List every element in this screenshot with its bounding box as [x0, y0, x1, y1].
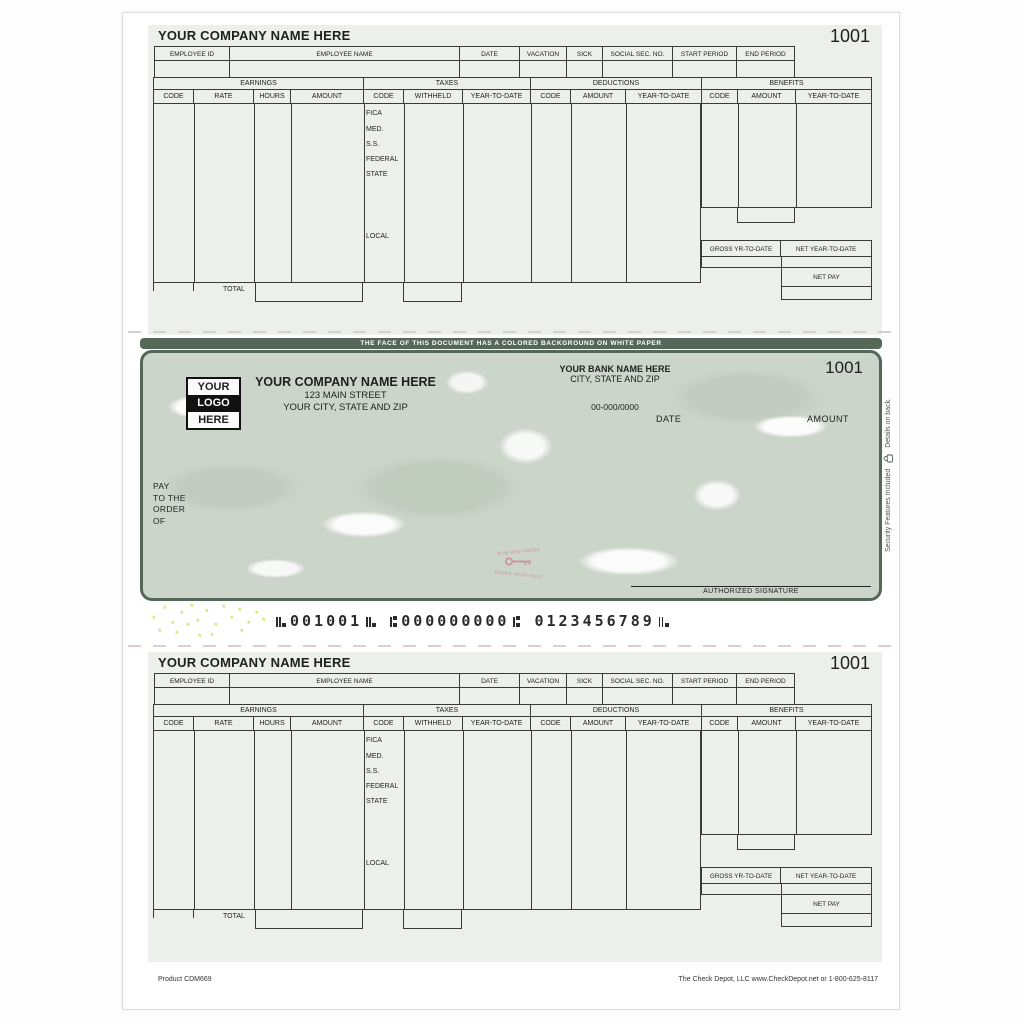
tax-row-fica: FICA [366, 737, 382, 744]
pay-to-the-order-of: PAY TO THE ORDER OF [153, 481, 186, 526]
pay-detail-body [153, 103, 701, 283]
bank-city: CITY, STATE AND ZIP [570, 374, 660, 384]
heat-text-bottom: FADES WITH HEAT [494, 569, 544, 580]
micr-onus-icon [659, 616, 669, 627]
product-code: Product CDM669 [158, 976, 212, 983]
heat-sensitive-feature [481, 546, 557, 580]
start-period-field[interactable] [672, 60, 737, 78]
col-earnings-rate: RATE [193, 89, 254, 104]
taxes-section-header: TAXES [363, 77, 531, 90]
benefits-section-header: BENEFITS [701, 77, 872, 90]
check-number: 1001 [825, 358, 863, 377]
end-period-field[interactable] [736, 687, 795, 705]
logo-line-2: LOGO [188, 395, 239, 411]
stub-check-number: 1001 [829, 26, 870, 46]
security-note: Security Features Included [884, 468, 892, 553]
company-block [243, 375, 448, 413]
col-benefits-code: CODE [701, 89, 738, 104]
date-field[interactable] [459, 60, 520, 78]
employee-name-header: EMPLOYEE NAME [229, 673, 460, 688]
pay-detail-grid [153, 77, 872, 327]
amount-label: AMOUNT [807, 414, 849, 424]
start-period-header: START PERIOD [672, 46, 737, 61]
net-ytd-value-cell [782, 256, 871, 268]
vacation-field[interactable] [519, 687, 567, 705]
total-label: TOTAL [223, 913, 245, 920]
col-earnings-hours: HOURS [253, 716, 291, 731]
employee-info-table [155, 673, 798, 705]
net-pay-value-cell [782, 914, 871, 927]
tax-row-fica: FICA [366, 110, 382, 117]
col-deductions-code: CODE [530, 716, 571, 731]
tax-row-state: STATE [366, 171, 388, 178]
benefits-section-header: BENEFITS [701, 704, 872, 717]
net-pay-label: NET PAY [782, 895, 871, 914]
tax-row-ss: S.S. [366, 768, 380, 775]
employee-id-field[interactable] [154, 687, 230, 705]
total-label: TOTAL [223, 286, 245, 293]
pay-detail-body [153, 730, 701, 910]
employee-info-table [155, 46, 798, 78]
pay-detail-grid [153, 704, 872, 954]
tax-row-local: LOCAL [366, 860, 389, 867]
security-strip [881, 380, 895, 570]
start-period-header: START PERIOD [672, 673, 737, 688]
gross-ytd-label: GROSS YR-TO-DATE [702, 241, 781, 256]
ssn-field[interactable] [602, 687, 673, 705]
col-deductions-ytd: YEAR-TO-DATE [625, 89, 702, 104]
date-label: DATE [656, 414, 682, 424]
check-banner: THE FACE OF THIS DOCUMENT HAS A COLORED BACKGROUND ON WHITE PAPER [140, 338, 882, 349]
ssn-header: SOCIAL SEC. NO. [602, 673, 673, 688]
routing-fraction: 00-000/0000 [591, 402, 639, 412]
net-pay-label: NET PAY [782, 268, 871, 287]
benefits-body [701, 103, 872, 208]
logo-line-3: HERE [198, 413, 229, 426]
col-earnings-amount: AMOUNT [290, 89, 364, 104]
tax-row-state: STATE [366, 798, 388, 805]
micr-transit-icon [390, 616, 397, 627]
sick-field[interactable] [566, 60, 603, 78]
employee-name-field[interactable] [229, 687, 460, 705]
col-earnings-code: CODE [153, 716, 194, 731]
col-benefits-amount: AMOUNT [737, 716, 796, 731]
tax-row-ss: S.S. [366, 141, 380, 148]
benefits-amount-subtotal-box [737, 208, 795, 223]
vacation-header: VACATION [519, 46, 567, 61]
check-company-name: YOUR COMPANY NAME HERE [255, 375, 436, 389]
net-pay-column [781, 256, 872, 300]
stub-check-number: 1001 [829, 653, 870, 673]
date-header: DATE [459, 673, 520, 688]
col-taxes-code: CODE [363, 89, 404, 104]
col-benefits-ytd: YEAR-TO-DATE [795, 89, 872, 104]
col-deductions-code: CODE [530, 89, 571, 104]
employee-info-entry-row [155, 688, 798, 705]
micr-onus-icon [366, 616, 376, 627]
col-taxes-ytd: YEAR-TO-DATE [462, 89, 531, 104]
employee-id-header: EMPLOYEE ID [154, 46, 230, 61]
check-body [140, 350, 882, 601]
col-deductions-ytd: YEAR-TO-DATE [625, 716, 702, 731]
key-icon [504, 556, 534, 567]
tax-row-med: MED. [366, 753, 384, 760]
deductions-section-header: DEDUCTIONS [530, 704, 702, 717]
stub-company-name: YOUR COMPANY NAME HERE [158, 655, 351, 670]
ytd-summary-row [701, 867, 872, 884]
pay-stub-top [148, 25, 882, 335]
col-deductions-amount: AMOUNT [570, 89, 626, 104]
date-header: DATE [459, 46, 520, 61]
tax-row-local: LOCAL [366, 233, 389, 240]
employee-info-header-row [155, 46, 798, 61]
end-period-header: END PERIOD [736, 46, 795, 61]
col-taxes-code: CODE [363, 716, 404, 731]
sick-field[interactable] [566, 687, 603, 705]
vacation-field[interactable] [519, 60, 567, 78]
gross-ytd-label: GROSS YR-TO-DATE [702, 868, 781, 883]
padlock-icon [883, 454, 893, 463]
employee-name-field[interactable] [229, 60, 460, 78]
perforation-line-bottom [128, 645, 894, 647]
authorized-signature-line[interactable]: AUTHORIZED SIGNATURE [631, 586, 871, 595]
stub-company-name: YOUR COMPANY NAME HERE [158, 28, 351, 43]
total-taxes-box [403, 283, 462, 302]
total-earnings-box [255, 910, 363, 929]
net-pay-value-cell [782, 287, 871, 300]
col-taxes-withheld: WITHHELD [403, 716, 463, 731]
total-earnings-box [255, 283, 363, 302]
col-deductions-amount: AMOUNT [570, 716, 626, 731]
sick-header: SICK [566, 673, 603, 688]
company-street: 123 MAIN STREET [304, 390, 387, 401]
deductions-section-header: DEDUCTIONS [530, 77, 702, 90]
col-benefits-ytd: YEAR-TO-DATE [795, 716, 872, 731]
col-earnings-code: CODE [153, 89, 194, 104]
net-ytd-value-cell [782, 883, 871, 895]
ytd-summary-row [701, 240, 872, 257]
logo-line-1: YOUR [197, 381, 230, 393]
vendor-info: The Check Depot, LLC www.CheckDepot.net or 1-800-625-8117 [678, 976, 878, 983]
taxes-section-header: TAXES [363, 704, 531, 717]
earnings-section-header: EARNINGS [153, 704, 364, 717]
sick-header: SICK [566, 46, 603, 61]
net-pay-column [781, 883, 872, 927]
total-taxes-box [403, 910, 462, 929]
sparkle-decoration: * * * * * * * * * * * * * * * * * * * * [152, 602, 266, 642]
ssn-header: SOCIAL SEC. NO. [602, 46, 673, 61]
gross-ytd-value-cell [701, 256, 782, 268]
vacation-header: VACATION [519, 673, 567, 688]
col-earnings-hours: HOURS [253, 89, 291, 104]
earnings-section-header: EARNINGS [153, 77, 364, 90]
tax-row-federal: FEDERAL [366, 783, 399, 790]
col-earnings-amount: AMOUNT [290, 716, 364, 731]
micr-check-number: 001001 [276, 612, 376, 630]
logo-placeholder [186, 377, 241, 430]
micr-routing: 000000000 [390, 612, 520, 630]
col-earnings-rate: RATE [193, 716, 254, 731]
benefits-body [701, 730, 872, 835]
col-benefits-amount: AMOUNT [737, 89, 796, 104]
company-city: YOUR CITY, STATE AND ZIP [283, 402, 408, 413]
perforation-line-top [128, 331, 894, 333]
pay-stub-bottom [148, 652, 882, 962]
start-period-field[interactable] [672, 687, 737, 705]
heat-text-top: RUB RED IMAGE [497, 546, 541, 557]
col-taxes-withheld: WITHHELD [403, 89, 463, 104]
date-field[interactable] [459, 687, 520, 705]
net-ytd-label: NET YEAR-TO-DATE [795, 246, 857, 253]
micr-account: 0123456789 [534, 612, 668, 630]
employee-info-header-row [155, 673, 798, 688]
col-taxes-ytd: YEAR-TO-DATE [462, 716, 531, 731]
employee-id-field[interactable] [154, 60, 230, 78]
micr-line [276, 612, 669, 630]
details-note: Details on back. [884, 397, 892, 448]
employee-info-entry-row [155, 61, 798, 78]
tax-row-federal: FEDERAL [366, 156, 399, 163]
tax-row-med: MED. [366, 126, 384, 133]
benefits-amount-subtotal-box [737, 835, 795, 850]
bank-name: YOUR BANK NAME HERE [559, 364, 671, 374]
ssn-field[interactable] [602, 60, 673, 78]
end-period-header: END PERIOD [736, 673, 795, 688]
net-ytd-label: NET YEAR-TO-DATE [795, 873, 857, 880]
bank-block [520, 364, 710, 384]
micr-transit-icon [513, 616, 520, 627]
employee-name-header: EMPLOYEE NAME [229, 46, 460, 61]
col-benefits-code: CODE [701, 716, 738, 731]
gross-ytd-value-cell [701, 883, 782, 895]
end-period-field[interactable] [736, 60, 795, 78]
micr-onus-icon [276, 616, 286, 627]
employee-id-header: EMPLOYEE ID [154, 673, 230, 688]
